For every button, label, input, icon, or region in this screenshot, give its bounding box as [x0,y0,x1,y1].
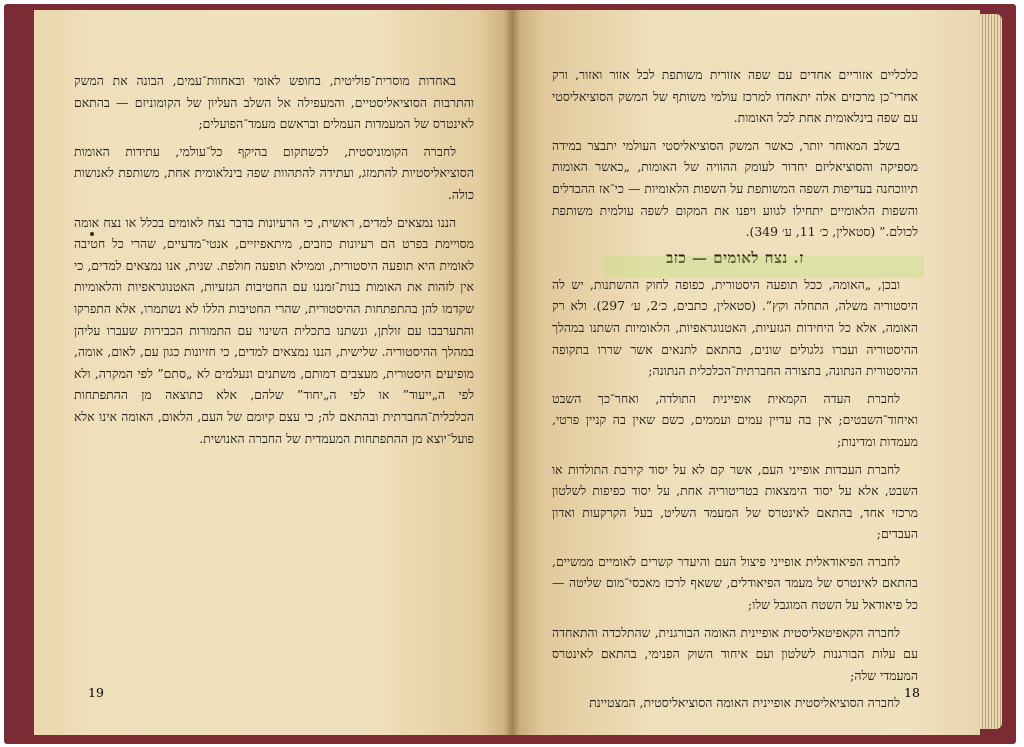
left-page [34,10,512,735]
highlighter-mark [604,256,924,278]
right-paragraph-1: כלכליים אזוריים אחדים עם שפה אזורית משותפת לכל אזור ואזור, ורק אחרי־כן מרכזים אלה יתאחדו למרכז עולמי משותף של המשק הסוציאליסטי עם שפה בינלאומית אחת לכל האומות. [552,67,918,126]
left-paragraph-2: לחברה הקומוניסטית, לכשתקום בהיקף כל־עולמי, עתידות האומות הסוציאליסטיות להתמזג, ועתידה להתהוות שפה בינלאומית אחת, משותפת לאנושות כולה. [74,143,474,202]
left-paragraph-1: באחדות מוסרית־פוליטית, בחופש לאומי ובאחוות־עמים, הבונה את המשק והתרבות הסוציאליסטיים, והמעפילה אל השלב העליון של הקומוניזם — בהתאם לאינטרס של המעמדות העמלים ובראשם מעמד־הפועלים; [74,73,474,132]
page-edges [980,14,1002,729]
right-page [512,10,980,735]
right-paragraph-2: בשלב המאוחר יותר, כאשר המשק הסוציאליסטי העולמי יתבצר במידה מספיקה והסוציאליזם יחדור לעומק ההוויה של האומות, „כאשר האומות תיווכחנה בעדיפות השפה המשותפת על השפות הלאומיות — כי־אז ההבדלים והשפות הלאומיים יתחילו לגווע ויפנו את המקום לשפה עולמית משותפת לכולם.” (סטאלין, כ׳ 11, ע׳ 349). [552,137,918,240]
right-paragraph-4: לחברת העדה הקמאית אופיינית התולדה, ואחר־כך השבט ואיחוד־השבטים; אין בה עדיין עמים ועממים, כשם שאין בה קניין פרטי, מעמדות ומדינות; [552,390,918,449]
right-paragraph-3: ובכן, „האומה, ככל תופעה היסטורית, כפופה לחוק ההשתנות, יש לה היסטוריה משלה, התחלה וקץ”. (סטאלין, כתבים, כ׳2, ע׳ 297). ולא רק האומה, אלא כל היחידות הגזעיות, האטנוגראפיות, הלאומיות השתנו במהלך ההיסטוריה ועברו גלגולים שונים, בהתאם לתנאים אשר שררו בתקופה ההיסטורית הנתונה, בתצורה החברתית־הכלכלית הנתונה; [552,276,918,379]
page-gutter [504,10,520,735]
section-heading: ז. נצח לאומים — כזב [666,248,804,267]
right-paragraph-8: לחברה הסוציאליסטית אופיינית האומה הסוציאליסטית, המצטיינת [589,695,900,711]
left-paragraph-3: הננו נמצאים למדים, ראשית, כי הרעיונות בדבר נצח לאומים בכלל או נצח אומה מסויימת בפרט הם רעיונות כוזבים, מיתאפיזיים, אנטי־מדעיים, שהרי כל חטיבה לאומית היא תופעה היסטורית, וממילא תופעה חולפת. שנית, אנו נמצאים למדים, כי אין לזהות את האומות בנות־זמננו עם החטיבות הגזעיות, האטנוגראפיות והלאומיות שקדמו להן בהתפתחות ההיסטורית, שהרי החטיבות הללו לא נשתמרו, אלא התפרקו והתערבבו עם זולתן, ונשתנו בתכלית השינוי עם התמורות הכבירות שעברו עליהן במהלך ההיסטוריה. שלישית, הננו נמצאים למדים, כי חזיונות כגון עם, לאום, אומה, מופיעים היסטורית, מעצבים דמותם, משתנים ונעלמים לא „סתם” לפי המקרה, ולא לפי ה„ייעוד” או לפי ה„יחוד” שלהם, אלא כתוצאה מן ההתפתחות הכלכלית־החברתית ובהתאם לה; כי עצם קיומם של העם, הלאום, האומה אינו אלא פועל־יוצא מן ההתפתחות המעמדית של החברה האנושית. [74,214,474,446]
page-number-right: 18 [904,685,920,700]
right-paragraph-7: לחברה הקאפיטאליסטית אופיינית האומה הבורגנית, שהתלכדה והתאחדה עם עלות הבורגנות לשלטון ועם איחוד השוק הפנימי, בהתאם לאינטרס המעמדי שלה; [552,624,918,683]
book-spread [4,4,1016,744]
right-paragraph-6: לחברה הפיאודאלית אופייני פיצול העם והיעדר קשרים לאומיים ממשיים, בהתאם לאינטרס של מעמד הפיאודלים, ששאף לרכז מאכסי־מום שליטה — כל פיאודאל על השטח המוגבל שלו; [552,553,918,613]
ink-dot [90,232,94,236]
page-number-left: 19 [88,685,104,700]
right-paragraph-5: לחברת העבדות אופייני העם, אשר קם לא על יסוד קירבת התולדות או השבט, אלא על יסוד הימצאות בטריטוריה אחת, על יסוד כפיפות לשלטון מרכזי אחד, בהתאם לאינטרס של המעמד השליט, בעל הקרקעות ואדון העבדים; [552,461,918,542]
